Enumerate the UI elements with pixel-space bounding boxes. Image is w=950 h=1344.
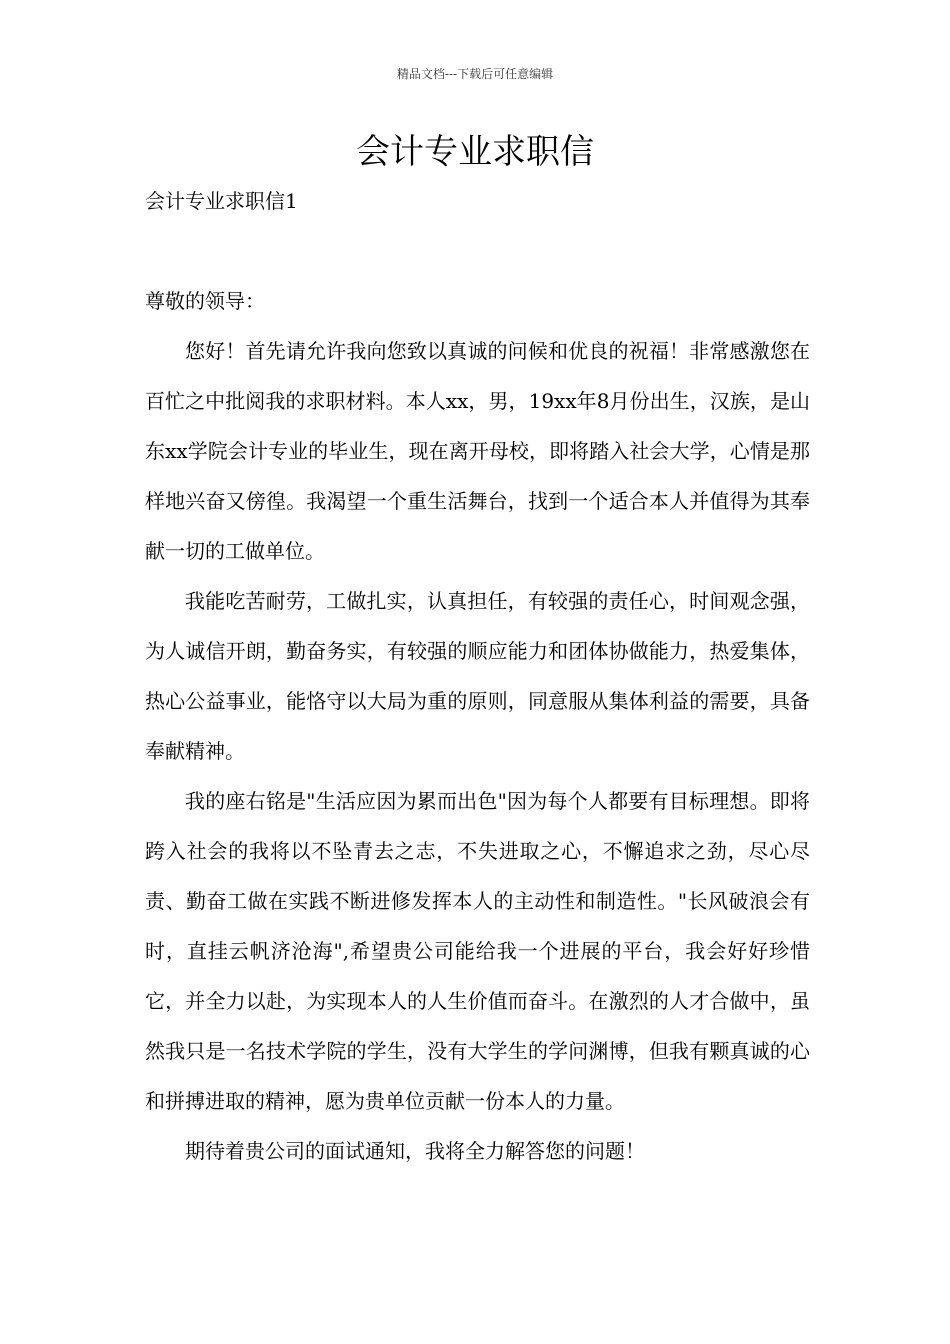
- document-title: 会计专业求职信: [356, 132, 594, 172]
- body-paragraph: 我能吃苦耐劳，工做扎实，认真担任，有较强的责任心，时间观念强，为人诚信开朗，勤奋务实，有较强的顺应能力和团体协做能力，热爱集体，热心公益事业，能恪守以大局为重的原则，同意服从集体利益的需要，具备奉献精神。: [145, 589, 810, 763]
- body-paragraph: 您好！首先请允许我向您致以真诚的问候和优良的祝福！非常感激您在百忙之中批阅我的求职材料。本人xx，男，19xx年8月份出生，汉族，是山东xx学院会计专业的毕业生，现在离开母校，即将踏入社会大学，心情是那样地兴奋又傍徨。我渴望一个重生活舞台，找到一个适合本人并值得为其奉献一切的工做单位。: [145, 339, 810, 563]
- body-paragraph: 期待着贵公司的面试通知，我将全力解答您的问题！: [185, 1139, 645, 1163]
- body-paragraph: 我的座右铭是"生活应因为累而出色"因为每个人都要有目标理想。即将跨入社会的我将以不坠青去之志，不失进取之心，不懈追求之劲，尽心尽责、勤奋工做在实践不断进修发挥本人的主动性和制造性。"长风破浪会有时，直挂云帆济沧海",希望贵公司能给我一个进展的平台，我会好好珍惜它，并全力以赴，为实现本人的人生价值而奋斗。在激烈的人才合做中，虽然我只是一名技术学院的学生，没有大学生的学问渊博，但我有颗真诚的心和拼搏进取的精神，愿为贵单位贡献一份本人的力量。: [145, 789, 810, 1113]
- header-note: 精品文档---下载后可任意编辑: [396, 67, 554, 81]
- salutation: 尊敬的领导：: [145, 289, 265, 313]
- letter-body: [145, 326, 810, 1176]
- document-subtitle: 会计专业求职信1: [145, 189, 298, 213]
